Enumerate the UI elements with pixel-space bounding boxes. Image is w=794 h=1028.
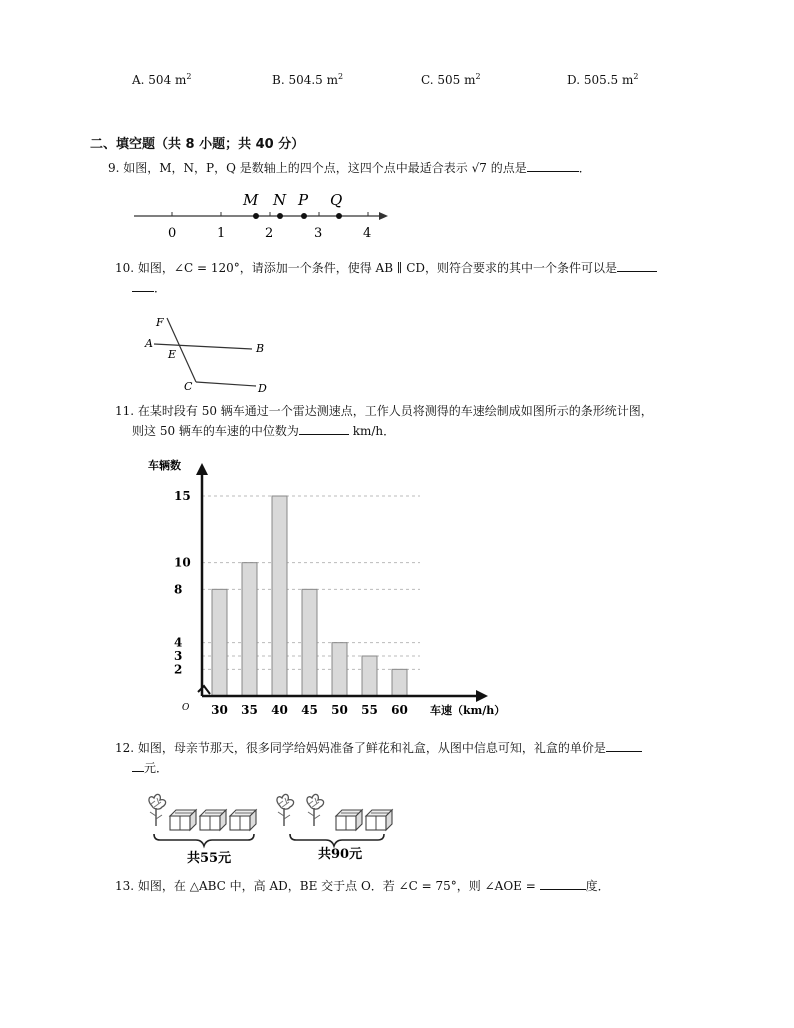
point-label-n: N — [273, 191, 287, 209]
tick-label-2: 2 — [265, 226, 274, 241]
label-d: D — [258, 382, 267, 395]
point-q — [336, 213, 342, 219]
q9-radical: √7 — [471, 161, 487, 175]
angle-diagram — [140, 310, 280, 400]
question-12: 12. 如图，母亲节那天，很多同学给妈妈准备了鲜花和礼盒，从图中信息可知，礼盒的单价是 元． — [115, 738, 755, 778]
question-13: 13. 如图，在 △ABC 中，高 AD，BE 交于点 O．若 ∠C = 75°，则 ∠AOE = 度． — [115, 879, 610, 893]
q11-text-line2: 则这 50 辆车的车速的中位数为 — [132, 424, 299, 438]
label-f: F — [156, 316, 164, 329]
y-tick-label-2: 2 — [174, 662, 183, 677]
q10-answer-blank-cont[interactable] — [132, 279, 154, 292]
bar-55 — [362, 656, 377, 696]
question-9: 9. 如图，M，N，P，Q 是数轴上的四个点，这四个点中最适合表示 √7 的点是 ． — [108, 161, 591, 175]
label-e: E — [168, 348, 177, 361]
q9-text-post: 的点是 — [486, 161, 527, 175]
y-axis-arrow — [196, 463, 208, 475]
option-a: A. 504 $m^2$ — [132, 72, 192, 87]
label-total-90: 共90元 — [318, 847, 363, 862]
point-label-q: Q — [330, 191, 343, 209]
q12-text: 12. 如图，母亲节那天，很多同学给妈妈准备了鲜花和礼盒，从图中信息可知，礼盒的单价是 — [115, 741, 606, 755]
speed-bar-chart — [140, 453, 520, 723]
q12-answer-blank-cont[interactable] — [132, 759, 144, 772]
x-axis-arrow — [476, 690, 488, 702]
y-tick-label-15: 15 — [174, 489, 191, 503]
point-label-p: P — [298, 191, 309, 209]
x-axis-title: 车速（km/h） — [430, 704, 506, 717]
label-a: A — [145, 337, 153, 350]
q10-answer-blank[interactable] — [617, 259, 657, 272]
group2-images — [277, 794, 392, 830]
y-tick-label-3: 3 — [174, 649, 183, 663]
point-m — [253, 213, 259, 219]
x-tick-label-55: 55 — [361, 703, 378, 717]
group1-images — [149, 794, 256, 830]
q10-text: 10. 如图，∠C = 120°，请添加一个条件，使得 AB ∥ CD，则符合要求的其中一个条件可以是 — [115, 261, 617, 275]
x-tick-label-45: 45 — [301, 703, 318, 717]
option-c: C. 505 $m^2$ — [421, 72, 481, 87]
q11-answer-blank[interactable] — [299, 422, 349, 435]
question-11: 11. 在某时段有 50 辆车通过一个雷达测速点，工作人员将测得的车速绘制成如图所示的条形统计图， 则这 50 辆车的车速的中位数为 km/h． — [115, 404, 653, 438]
option-b: B. 504.5 $m^2$ — [272, 72, 344, 87]
brace-2 — [290, 834, 384, 846]
point-n — [277, 213, 283, 219]
flowers-gifts-picture — [140, 790, 420, 870]
number-line-arrow — [379, 212, 388, 220]
q9-text: 9. 如图，M，N，P，Q 是数轴上的四个点，这四个点中最适合表示 — [108, 161, 472, 175]
bar-60 — [392, 669, 407, 696]
option-d: D. 505.5 $m^2$ — [567, 72, 639, 87]
axis-break — [198, 686, 210, 694]
bar-30 — [212, 589, 227, 696]
bar-45 — [302, 589, 317, 696]
point-p — [301, 213, 307, 219]
number-line — [130, 185, 400, 245]
x-tick-label-60: 60 — [391, 703, 408, 717]
label-c: C — [184, 380, 193, 393]
tick-label-0: 0 — [168, 226, 177, 241]
bar-50 — [332, 643, 347, 696]
origin-label: O — [182, 703, 190, 713]
bar-40 — [272, 496, 287, 696]
y-tick-label-10: 10 — [174, 555, 191, 570]
y-axis-title: 车辆数 — [148, 459, 181, 472]
x-tick-label-40: 40 — [271, 703, 288, 717]
y-tick-label-4: 4 — [174, 635, 183, 650]
label-b: B — [256, 342, 265, 355]
brace-1 — [154, 834, 254, 846]
y-tick-label-8: 8 — [174, 582, 183, 597]
x-tick-label-50: 50 — [331, 703, 348, 717]
q9-answer-blank[interactable] — [527, 159, 579, 172]
q13-text: 13. 如图，在 △ABC 中，高 AD，BE 交于点 O．若 ∠C = 75°，则 ∠AOE = — [115, 879, 540, 893]
point-label-m: M — [243, 191, 259, 209]
bar-35 — [242, 563, 257, 696]
q11-text-line1: 11. 在某时段有 50 辆车通过一个雷达测速点，工作人员将测得的车速绘制成如图所示的条形统计图， — [115, 404, 653, 418]
question-10: 10. 如图，∠C = 120°，请添加一个条件，使得 AB ∥ CD，则符合要求的其中一个条件可以是 ． — [115, 258, 745, 298]
tick-label-4: 4 — [363, 226, 372, 241]
q12-answer-blank[interactable] — [606, 739, 642, 752]
tick-label-3: 3 — [314, 226, 323, 241]
tick-label-1: 1 — [217, 226, 226, 241]
x-tick-label-30: 30 — [211, 703, 228, 717]
line-cd — [196, 382, 256, 386]
label-total-55: 共55元 — [187, 851, 232, 866]
q13-answer-blank[interactable] — [540, 877, 586, 890]
section-title: 二、填空题（共 8 小题；共 40 分） — [90, 137, 305, 152]
x-tick-label-35: 35 — [241, 703, 258, 717]
